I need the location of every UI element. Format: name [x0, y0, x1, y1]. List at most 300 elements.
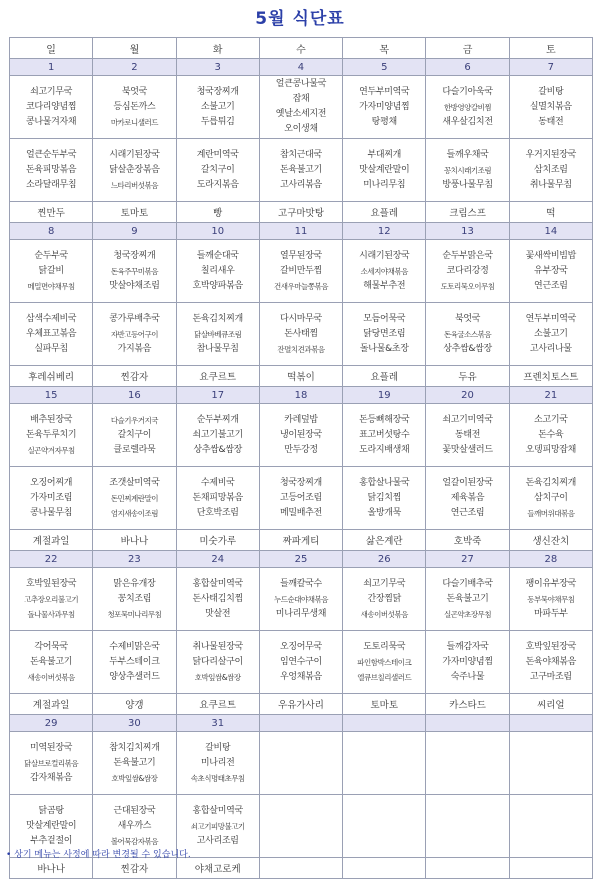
lunch-cell — [10, 568, 93, 631]
menu-item: 돈수육 — [538, 429, 564, 440]
snack-cell: 카스타드 — [426, 694, 509, 715]
lunch-cell — [176, 568, 259, 631]
dinner-cell — [343, 467, 426, 530]
menu-item: 냉이된장국 — [279, 429, 322, 440]
date-cell: 25 — [259, 551, 342, 568]
snack-cell: 두유 — [426, 366, 509, 387]
date-cell — [259, 715, 342, 732]
date-cell: 14 — [509, 223, 592, 240]
lunch-cell — [509, 404, 592, 467]
lunch-cell — [426, 240, 509, 303]
menu-item: 돈사태김치찜 — [192, 593, 243, 604]
menu-item: 미나리무침 — [363, 179, 406, 190]
date-cell: 9 — [93, 223, 176, 240]
dinner-cell — [343, 631, 426, 694]
lunch-cell — [259, 568, 342, 631]
menu-item: 도토리묵국 — [363, 641, 406, 652]
menu-item: 닭곰탕 — [38, 805, 64, 816]
menu-item: 칠리새우 — [200, 265, 235, 276]
menu-item: 단호박조림 — [196, 507, 239, 518]
dinner-cell — [426, 467, 509, 530]
menu-item: 잔멸치견과볶음 — [277, 344, 325, 354]
menu-item: 꽃맛살샐러드 — [442, 444, 493, 455]
menu-item: 부대찌개 — [367, 149, 402, 160]
menu-item: 다슬기아욱국 — [442, 86, 493, 97]
menu-item: 호박잎쌈&쌈장 — [111, 773, 158, 783]
dinner-cell — [93, 139, 176, 202]
date-row — [10, 387, 593, 404]
menu-item: 숙주나물 — [450, 671, 485, 682]
date-cell: 28 — [509, 551, 592, 568]
meal-calendar — [9, 37, 593, 879]
menu-item: 호박잎된장국 — [525, 641, 577, 652]
date-cell: 15 — [10, 387, 93, 404]
snack-row — [10, 694, 593, 715]
menu-item: 미나리무생채 — [275, 608, 327, 619]
date-cell — [509, 715, 592, 732]
menu-item: 호박잎쌈&쌈장 — [194, 672, 241, 682]
menu-item: 쇠고기피망불고기 — [190, 821, 245, 831]
menu-item: 실파무침 — [34, 343, 68, 354]
snack-cell: 바나나 — [93, 530, 176, 551]
menu-item: 소불고기 — [534, 328, 568, 339]
menu-item: 돈육굴소스볶음 — [443, 329, 492, 339]
date-cell: 17 — [176, 387, 259, 404]
menu-item: 소세지야채볶음 — [360, 266, 408, 276]
date-row — [10, 715, 593, 732]
lunch-cell — [259, 732, 342, 795]
menu-item: 해물부추전 — [363, 280, 406, 291]
lunch-cell — [426, 76, 509, 139]
menu-item: 취나물무침 — [529, 179, 572, 190]
menu-item: 닭당면조림 — [363, 328, 406, 339]
menu-item: 갈치구이 — [117, 429, 152, 440]
menu-item: 청국장찌개 — [113, 250, 156, 261]
menu-item: 돈육불고기 — [30, 656, 73, 667]
date-cell — [343, 715, 426, 732]
weekday-header: 일 — [10, 38, 93, 59]
date-cell: 4 — [259, 59, 342, 76]
menu-item: 얼갈이된장국 — [442, 477, 493, 488]
menu-item: 소불고기 — [200, 101, 235, 112]
menu-item: 들깨순대국 — [196, 250, 239, 261]
snack-cell: 크림스프 — [426, 202, 509, 223]
dinner-cell — [259, 303, 342, 366]
dinner-cell — [509, 795, 592, 858]
menu-item: 삼색수제비국 — [25, 313, 77, 324]
lunch-cell — [93, 404, 176, 467]
date-cell: 11 — [259, 223, 342, 240]
snack-cell: 삶은계란 — [343, 530, 426, 551]
menu-item: 마카로니샐러드 — [110, 117, 159, 127]
dinner-cell — [10, 631, 93, 694]
date-cell: 18 — [259, 387, 342, 404]
menu-item: 닭살브로컬리볶음 — [24, 758, 79, 768]
lunch-cell — [343, 76, 426, 139]
menu-item: 연두부미역국 — [525, 313, 577, 324]
dinner-cell — [176, 467, 259, 530]
date-cell: 26 — [343, 551, 426, 568]
menu-item: 돈육불고기 — [279, 164, 322, 175]
lunch-cell — [176, 240, 259, 303]
menu-item: 소고기국 — [534, 414, 568, 425]
menu-item: 열무된장국 — [279, 250, 322, 261]
menu-item: 실곤약겨자무침 — [27, 445, 75, 455]
lunch-cell — [10, 240, 93, 303]
menu-item: 얼큰콩나물국 — [275, 79, 327, 89]
lunch-cell — [93, 568, 176, 631]
dinner-cell — [176, 631, 259, 694]
menu-item: 돈육야채볶음 — [525, 656, 577, 667]
menu-item: 맛살야채조림 — [109, 280, 160, 291]
menu-item: 꽃새싹비빔밥 — [525, 250, 577, 261]
date-cell: 27 — [426, 551, 509, 568]
lunch-cell — [176, 76, 259, 139]
snack-cell: 양갱 — [93, 694, 176, 715]
snack-cell: 계절과일 — [10, 530, 93, 551]
dinner-cell — [509, 139, 592, 202]
menu-item: 방풍나물무침 — [442, 179, 493, 190]
dinner-cell — [426, 139, 509, 202]
dinner-cell — [10, 139, 93, 202]
menu-item: 한방영양갈비찜 — [443, 102, 492, 112]
snack-cell: 후레쉬베리 — [10, 366, 93, 387]
menu-item: 닭살바베큐조림 — [194, 329, 242, 339]
menu-item: 오징어무국 — [279, 641, 322, 652]
menu-item: 돈육불고기 — [446, 593, 489, 604]
date-row — [10, 551, 593, 568]
date-cell: 7 — [509, 59, 592, 76]
menu-item: 새송이버섯볶음 — [360, 609, 408, 619]
menu-item: 양상추샐러드 — [109, 671, 160, 682]
date-cell: 8 — [10, 223, 93, 240]
menu-item: 새우살김치전 — [442, 116, 493, 127]
menu-item: 쇠고기불고기 — [192, 429, 243, 440]
dinner-cell — [10, 467, 93, 530]
lunch-cell — [259, 240, 342, 303]
dinner-cell — [343, 795, 426, 858]
menu-item: 수제비맑은국 — [109, 641, 160, 652]
menu-item: 볼어묵감자볶음 — [110, 836, 159, 846]
menu-item: 맑은유개장 — [113, 578, 156, 589]
menu-item: 순두부찌개 — [196, 414, 239, 425]
menu-item: 우거지된장국 — [525, 149, 577, 160]
menu-item: 갈비탕 — [205, 742, 231, 753]
menu-item: 메밀면야채무침 — [27, 281, 75, 291]
menu-item: 가자미양념찜 — [442, 656, 493, 667]
menu-item: 누드순대야채볶음 — [274, 594, 328, 604]
date-row — [10, 59, 593, 76]
menu-item: 카레덮밥 — [284, 414, 318, 425]
weekday-header: 수 — [259, 38, 342, 59]
menu-item: 만두강정 — [284, 444, 318, 455]
menu-item: 삼치조림 — [534, 164, 568, 175]
snack-cell: 야채고로케 — [176, 858, 259, 879]
lunch-cell — [93, 732, 176, 795]
dinner-cell — [343, 139, 426, 202]
menu-item: 옛날소세지전 — [275, 109, 327, 119]
snack-cell — [509, 858, 592, 879]
menu-item: 참치김치찌개 — [109, 742, 160, 753]
menu-item: 동태전 — [538, 116, 564, 127]
snack-row — [10, 530, 593, 551]
menu-item: 실멸치볶음 — [529, 101, 572, 112]
date-cell: 3 — [176, 59, 259, 76]
snack-cell: 바나나 — [10, 858, 93, 879]
menu-item: 계란미역국 — [196, 149, 239, 160]
weekday-header-row — [10, 38, 593, 59]
menu-item: 돈등뼈해장국 — [359, 414, 410, 425]
dinner-row — [10, 303, 593, 366]
weekday-header: 토 — [509, 38, 592, 59]
menu-item: 청국장찌개 — [196, 86, 239, 97]
weekday-header: 금 — [426, 38, 509, 59]
dinner-cell — [176, 139, 259, 202]
date-row — [10, 223, 593, 240]
snack-row — [10, 366, 593, 387]
lunch-cell — [509, 568, 592, 631]
lunch-cell — [426, 404, 509, 467]
lunch-row — [10, 732, 593, 795]
snack-cell: 요플레 — [343, 366, 426, 387]
menu-item: 삼치구이 — [534, 492, 568, 503]
lunch-cell — [509, 240, 592, 303]
date-cell — [426, 715, 509, 732]
snack-cell: 찐만두 — [10, 202, 93, 223]
menu-item: 가자미조림 — [30, 492, 73, 503]
snack-cell: 호박죽 — [426, 530, 509, 551]
date-cell: 13 — [426, 223, 509, 240]
snack-cell: 계절과일 — [10, 694, 93, 715]
menu-item: 고등어조림 — [279, 492, 322, 503]
menu-item: 동태전 — [454, 429, 481, 440]
menu-item: 연근조림 — [534, 280, 568, 291]
dinner-cell — [259, 139, 342, 202]
dinner-cell — [509, 303, 592, 366]
menu-item: 홍합살미역국 — [192, 578, 243, 589]
menu-item: 순두부국 — [34, 250, 68, 261]
date-cell: 24 — [176, 551, 259, 568]
menu-item: 수제비국 — [200, 477, 235, 488]
menu-item: 쇠고기미역국 — [442, 414, 493, 425]
date-cell: 23 — [93, 551, 176, 568]
menu-item: 돈육김치찌개 — [525, 477, 577, 488]
menu-item: 시래기된장국 — [109, 149, 160, 160]
menu-item: 메밀배추전 — [279, 507, 322, 518]
dinner-cell — [259, 631, 342, 694]
menu-item: 돌나물사과무침 — [27, 609, 75, 619]
date-cell: 19 — [343, 387, 426, 404]
menu-item: 엘큐브칠리샐러드 — [357, 672, 412, 682]
menu-item: 도라지배생채 — [359, 444, 410, 455]
menu-item: 오징어찌개 — [30, 477, 73, 488]
lunch-cell — [93, 76, 176, 139]
lunch-cell — [509, 76, 592, 139]
menu-item: 닭갈비 — [38, 265, 64, 276]
menu-item: 얼큰순두부국 — [25, 149, 77, 160]
menu-item: 콩나물무침 — [30, 507, 73, 518]
menu-item: 미나리전 — [200, 757, 235, 768]
page-title: 5월 식단표 — [255, 9, 345, 29]
menu-item: 순두부맑은국 — [442, 250, 493, 261]
menu-item: 모듬어묵국 — [363, 313, 406, 324]
snack-cell: 씨리얼 — [509, 694, 592, 715]
menu-item: 코다리양념찜 — [25, 101, 77, 112]
weekday-header: 월 — [93, 38, 176, 59]
menu-item: 임연수구이 — [279, 656, 322, 667]
menu-item: 쇠고기무국 — [30, 86, 73, 97]
snack-cell: 찐감자 — [93, 858, 176, 879]
menu-item: 동부묵야채무침 — [527, 594, 575, 604]
snack-cell: 미숫가루 — [176, 530, 259, 551]
menu-item: 미역된장국 — [30, 742, 73, 753]
snack-cell: 빵 — [176, 202, 259, 223]
menu-item: 유부장국 — [534, 265, 568, 276]
lunch-cell — [343, 404, 426, 467]
menu-item: 닭다리살구이 — [192, 656, 243, 667]
lunch-cell — [10, 76, 93, 139]
date-cell: 20 — [426, 387, 509, 404]
menu-item: 고사리나물 — [529, 343, 572, 354]
dinner-cell — [426, 795, 509, 858]
lunch-row — [10, 568, 593, 631]
menu-item: 표고버섯탕수 — [359, 429, 410, 440]
date-cell: 16 — [93, 387, 176, 404]
menu-item: 파인함박스테이크 — [357, 657, 412, 667]
date-cell: 5 — [343, 59, 426, 76]
lunch-cell — [176, 404, 259, 467]
lunch-cell — [259, 76, 342, 139]
menu-item: 북엇국 — [121, 86, 148, 97]
menu-item: 맛살계란말이 — [359, 164, 410, 175]
dinner-cell — [259, 467, 342, 530]
date-cell: 21 — [509, 387, 592, 404]
menu-item: 등심돈까스 — [113, 101, 156, 112]
menu-item: 쇠고기무국 — [363, 578, 406, 589]
date-cell: 22 — [10, 551, 93, 568]
date-cell: 6 — [426, 59, 509, 76]
menu-item: 오뎅피망잡채 — [525, 444, 577, 455]
dinner-cell — [509, 467, 592, 530]
lunch-cell — [10, 404, 93, 467]
lunch-cell — [259, 404, 342, 467]
menu-item: 들깨우채국 — [446, 149, 489, 160]
dinner-cell — [343, 303, 426, 366]
menu-item: 꽁치조림 — [117, 593, 152, 604]
menu-item: 오이생채 — [284, 124, 318, 134]
snack-row — [10, 202, 593, 223]
snack-cell: 프렌치토스트 — [509, 366, 592, 387]
date-cell: 29 — [10, 715, 93, 732]
menu-item: 자반고등어구이 — [110, 329, 159, 339]
lunch-row — [10, 76, 593, 139]
menu-item: 돈채피망볶음 — [192, 492, 243, 503]
snack-cell: 토마토 — [343, 694, 426, 715]
menu-item: 간장찜닭 — [367, 593, 402, 604]
snack-cell — [426, 858, 509, 879]
menu-item: 다시마무국 — [279, 313, 322, 324]
snack-row — [10, 858, 593, 879]
menu-item: 취나물된장국 — [192, 641, 243, 652]
menu-item: 우체표고볶음 — [25, 328, 77, 339]
menu-item: 연두부미역국 — [359, 86, 410, 97]
menu-item: 호박잎된장국 — [25, 578, 77, 589]
menu-item: 근대된장국 — [113, 805, 156, 816]
snack-cell: 요플레 — [343, 202, 426, 223]
menu-item: 다슬기배추국 — [442, 578, 493, 589]
dinner-cell — [509, 631, 592, 694]
date-cell: 30 — [93, 715, 176, 732]
footnote: • 상기 메뉴는 사정에 따라 변경될 수 있습니다. — [6, 850, 191, 860]
menu-item: 청국장찌개 — [279, 477, 322, 488]
menu-item: 배추된장국 — [30, 414, 73, 425]
dinner-cell — [10, 303, 93, 366]
menu-item: 우엉채볶음 — [279, 671, 322, 682]
snack-cell: 고구마맛탕 — [259, 202, 342, 223]
menu-item: 콩나물겨자채 — [25, 116, 77, 127]
date-cell: 2 — [93, 59, 176, 76]
menu-item: 갈비탕 — [538, 86, 564, 97]
menu-item: 고사리조림 — [196, 835, 239, 846]
dinner-cell — [426, 303, 509, 366]
menu-item: 클로렐라묵 — [113, 444, 156, 455]
snack-cell: 떡 — [509, 202, 592, 223]
lunch-row — [10, 240, 593, 303]
dinner-cell — [426, 631, 509, 694]
snack-cell: 토마토 — [93, 202, 176, 223]
lunch-cell — [426, 732, 509, 795]
menu-item: 꽁치시래기조림 — [443, 165, 492, 175]
menu-item: 닭김치찜 — [367, 492, 402, 503]
menu-item: 탕평채 — [371, 116, 397, 127]
dinner-cell — [259, 795, 342, 858]
snack-cell: 떡볶이 — [259, 366, 342, 387]
menu-item: 맛살계란말이 — [25, 820, 77, 831]
menu-item: 조갯살미역국 — [109, 477, 160, 488]
lunch-cell — [176, 732, 259, 795]
snack-cell: 요쿠르트 — [176, 366, 259, 387]
snack-cell: 우유가사리 — [259, 694, 342, 715]
menu-item: 돈사태찜 — [284, 328, 318, 339]
snack-cell — [343, 858, 426, 879]
menu-item: 건새우마늘쫑볶음 — [274, 281, 328, 291]
menu-item: 실곤약초장무침 — [443, 609, 492, 619]
dinner-cell — [93, 467, 176, 530]
menu-item: 코다리강정 — [446, 265, 489, 276]
menu-item: 돈육두루치기 — [25, 429, 77, 440]
menu-item: 제육볶음 — [450, 492, 485, 503]
snack-cell — [259, 858, 342, 879]
menu-item: 고구마조림 — [529, 671, 572, 682]
menu-item: 가자미양념찜 — [359, 101, 410, 112]
menu-item: 새송이버섯볶음 — [27, 672, 75, 682]
menu-item: 콩가루배추국 — [109, 313, 160, 324]
lunch-cell — [93, 240, 176, 303]
lunch-cell — [426, 568, 509, 631]
menu-item: 참치근대국 — [279, 149, 322, 160]
weekday-header: 화 — [176, 38, 259, 59]
menu-item: 두릅튀김 — [200, 116, 235, 127]
date-cell: 10 — [176, 223, 259, 240]
menu-item: 다슬기우거지국 — [110, 415, 159, 425]
menu-item: 올방개묵 — [367, 507, 402, 518]
menu-item: 속초식명태초무침 — [190, 773, 245, 783]
date-cell: 12 — [343, 223, 426, 240]
menu-item: 갈비만두찜 — [279, 265, 322, 276]
menu-item: 소라달래무침 — [25, 179, 77, 190]
date-cell: 31 — [176, 715, 259, 732]
menu-item: 새우까스 — [117, 820, 152, 831]
